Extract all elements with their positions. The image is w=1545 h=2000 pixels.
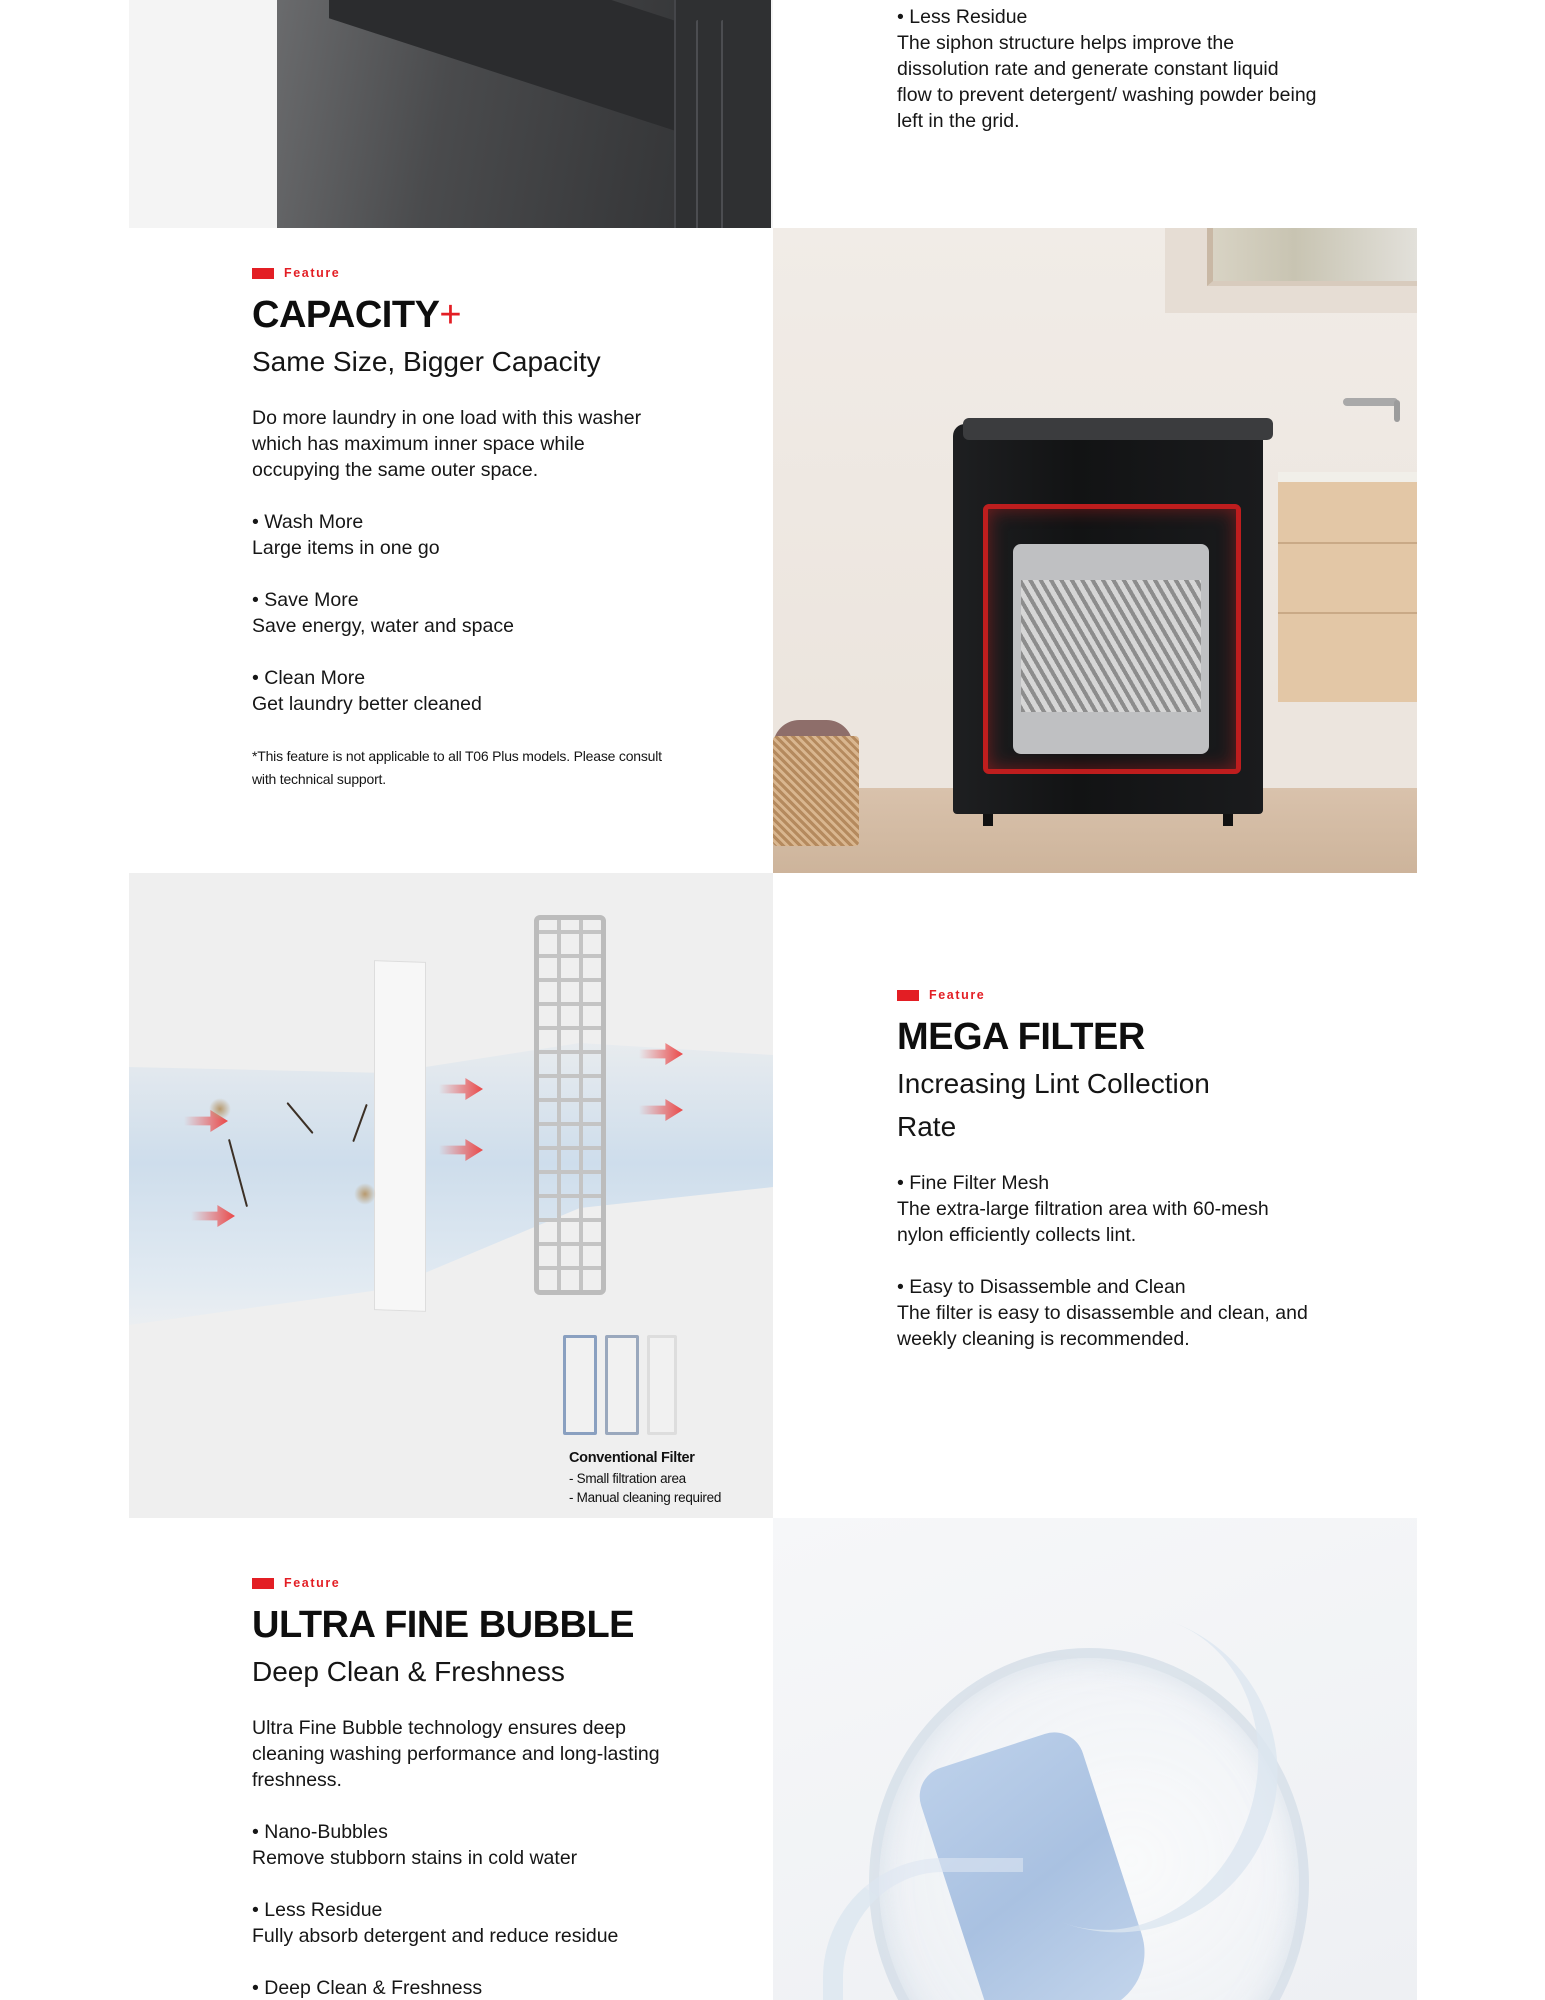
- disclaimer-note: *This feature is not applicable to all T06 Plus models. Please consult with technical support.: [252, 748, 662, 787]
- caption-line: - Small filtration area: [569, 1471, 686, 1486]
- bullet-description: Save energy, water and space: [252, 615, 514, 637]
- feature-label: Feature: [284, 1576, 341, 1590]
- bullet-title: • Wash More: [252, 509, 672, 535]
- feature-subtitle: Increasing Lint Collection Rate: [897, 1068, 1210, 1142]
- mega-filter-image: [129, 873, 773, 1518]
- ultra-fine-bubble-image: [773, 1518, 1417, 2000]
- mega-filter-frame: [534, 915, 606, 1295]
- laundry-basket: [773, 736, 859, 846]
- lint: [354, 1183, 376, 1205]
- capacity-image: [773, 228, 1417, 873]
- feature-label: Feature: [284, 266, 341, 280]
- conventional-filter-caption: [569, 1448, 769, 1507]
- bullet-title: • Less Residue: [252, 1897, 672, 1923]
- feature-intro: Ultra Fine Bubble technology ensures deep cleaning washing performance and long-lasting freshness.: [252, 1717, 660, 1791]
- bullet-description: The extra-large filtration area with 60-mesh nylon efficiently collects lint.: [897, 1198, 1269, 1246]
- bullet-title: • Easy to Disassemble and Clean: [897, 1274, 1317, 1300]
- bullet-title: • Fine Filter Mesh: [897, 1170, 1317, 1196]
- feature-title: ULTRA FINE BUBBLE: [252, 1604, 635, 1646]
- bullet-description: Get laundry better cleaned: [252, 693, 482, 715]
- feature-title: MEGA FILTER: [897, 1016, 1145, 1058]
- feature-tag: [252, 1576, 672, 1590]
- inner-drum: [1013, 544, 1209, 754]
- washing-machine: [953, 424, 1263, 814]
- caption-title: Conventional Filter: [569, 1450, 695, 1466]
- faucet: [1343, 398, 1398, 406]
- ultra-fine-bubble-feature: [252, 1576, 672, 2000]
- bullet-description: Large items in one go: [252, 537, 440, 559]
- conventional-filter-image: [563, 1335, 685, 1440]
- less-residue-block: [897, 4, 1317, 134]
- washer-side: [674, 0, 771, 228]
- bullet-description: Remove stubborn stains in cold water: [252, 1847, 578, 1869]
- feature-intro: Do more laundry in one load with this washer which has maximum inner space while occupying the same outer space.: [252, 407, 642, 481]
- water-swirl: [823, 1858, 1023, 2000]
- feature-label: Feature: [929, 988, 986, 1002]
- feature-subtitle: Deep Clean & Freshness: [252, 1656, 565, 1687]
- window: [1165, 228, 1417, 313]
- title-text: CAPACITY: [252, 294, 440, 336]
- red-bar-icon: [252, 268, 274, 279]
- red-bar-icon: [252, 1578, 274, 1589]
- bullet-title: • Save More: [252, 587, 672, 613]
- red-bar-icon: [897, 990, 919, 1001]
- bullet-title: • Deep Clean & Freshness: [252, 1975, 672, 2000]
- bullet-description: The siphon structure helps improve the dissolution rate and generate constant liquid flow to prevent detergent/ washing powder being left in the grid.: [897, 32, 1317, 132]
- filter-screen: [374, 960, 426, 1312]
- feature-subtitle: Same Size, Bigger Capacity: [252, 346, 601, 377]
- capacity-feature: [252, 266, 672, 791]
- washer-lid-image: [129, 0, 773, 228]
- feature-title: [252, 292, 672, 338]
- caption-line: - Manual cleaning required: [569, 1490, 722, 1505]
- bullet-description: Fully absorb detergent and reduce residue: [252, 1925, 619, 1947]
- mega-filter-feature: [897, 988, 1317, 1352]
- wood-cabinet: [1278, 472, 1417, 702]
- lint: [209, 1098, 231, 1120]
- bullet-title: • Nano-Bubbles: [252, 1819, 672, 1845]
- feature-tag: [897, 988, 1317, 1002]
- plus-icon: +: [439, 294, 462, 336]
- bullet-title: • Less Residue: [897, 4, 1317, 30]
- bullet-title: • Clean More: [252, 665, 672, 691]
- feature-tag: [252, 266, 672, 280]
- bullet-description: The filter is easy to disassemble and clean, and weekly cleaning is recommended.: [897, 1302, 1308, 1350]
